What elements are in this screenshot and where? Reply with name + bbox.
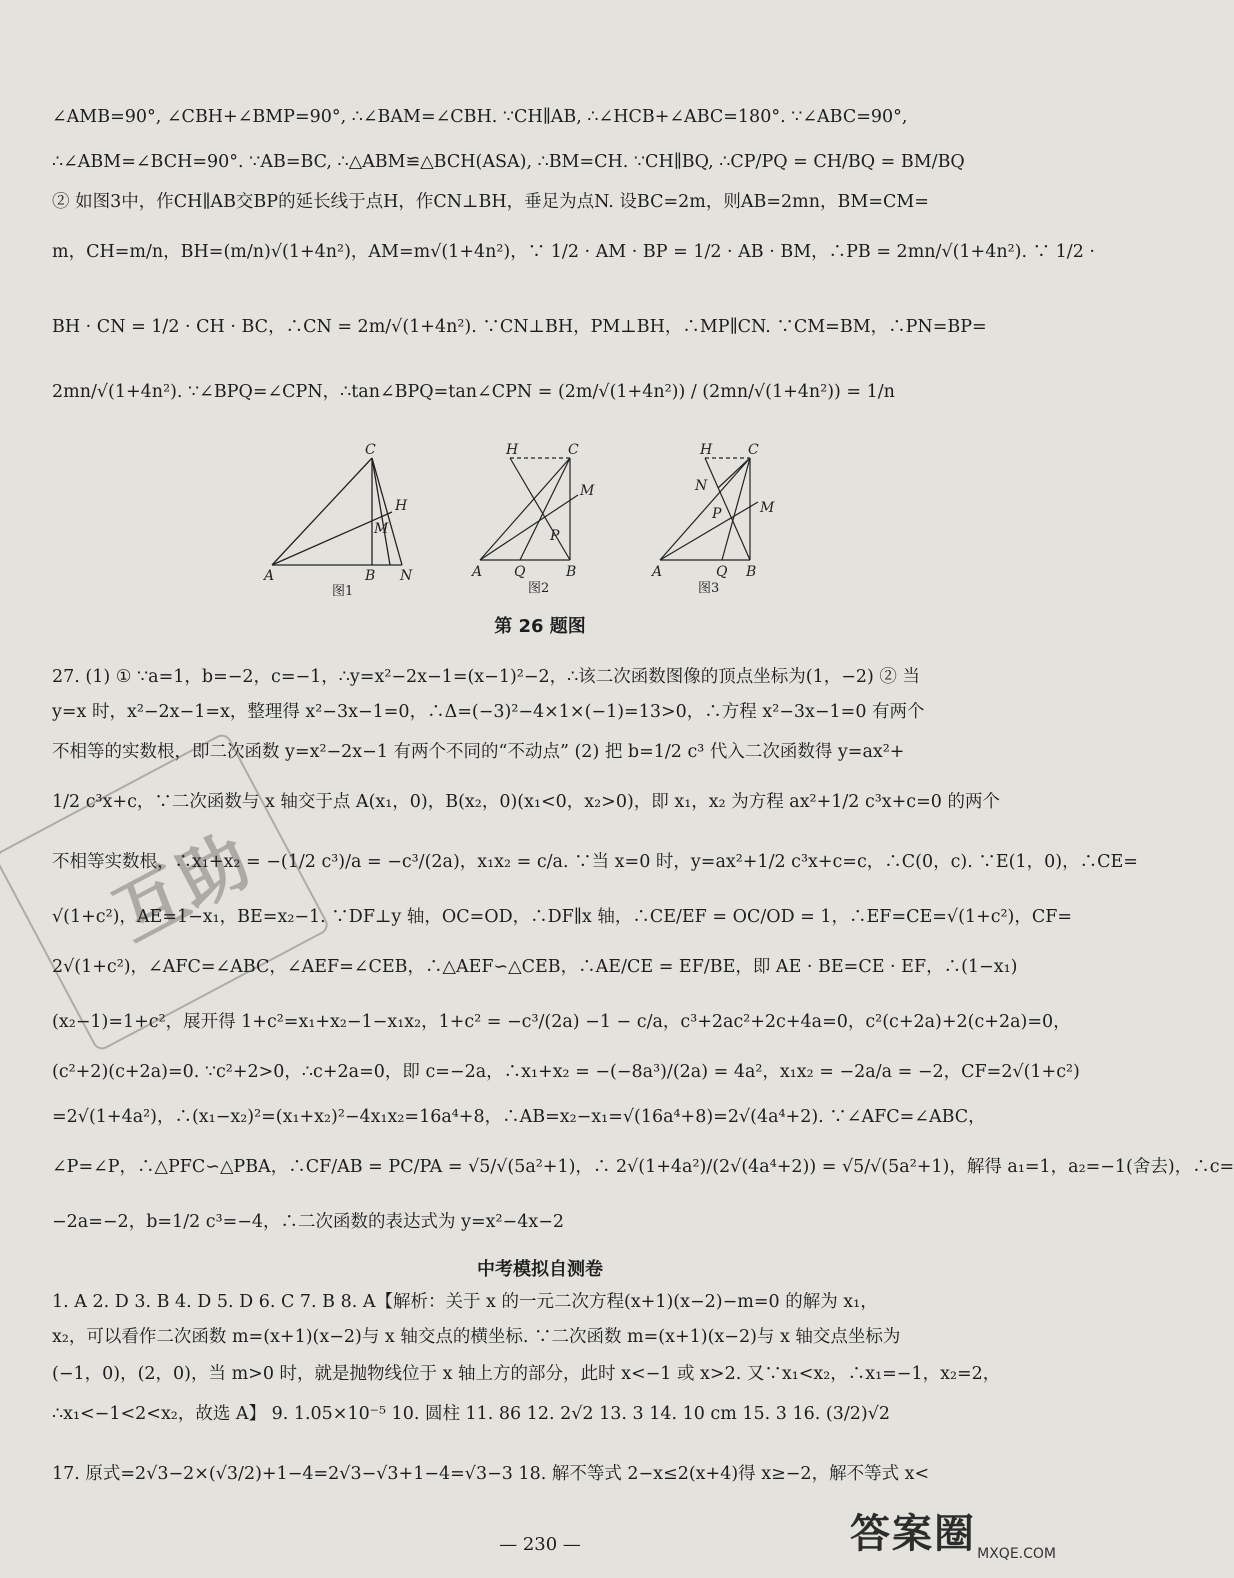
- figure-3: [650, 440, 780, 600]
- label-B: B: [365, 568, 376, 584]
- watermark-url: MXQE.COM: [977, 1546, 1056, 1562]
- label-A: A: [264, 568, 275, 584]
- figure-2: [470, 440, 600, 600]
- figure-title: 第 26 题图: [494, 616, 586, 637]
- label-N: N: [695, 478, 708, 494]
- site-watermark: [850, 1502, 1060, 1562]
- text-line: √(1+c²)，AE=1−x₁，BE=x₂−1. ∵DF⊥y 轴，OC=OD，∴DF∥x 轴，∴CE/EF = OC/OD = 1，∴EF=CE=√(1+c²)，CF=: [52, 907, 1073, 927]
- label-N: N: [400, 568, 413, 584]
- label-B: B: [566, 564, 577, 580]
- text-line: x₂，可以看作二次函数 m=(x+1)(x−2)与 x 轴交点的横坐标. ∵二次函数 m=(x+1)(x−2)与 x 轴交点坐标为: [52, 1327, 901, 1347]
- text-line: −2a=−2，b=1/2 c³=−4，∴二次函数的表达式为 y=x²−4x−2: [52, 1212, 565, 1232]
- label-H: H: [700, 442, 713, 458]
- label-A: A: [472, 564, 483, 580]
- text-line: 不相等的实数根，即二次函数 y=x²−2x−1 有两个不同的“不动点” (2) 把 b=1/2 c³ 代入二次函数得 y=ax²+: [52, 742, 905, 762]
- text-line: BH · CN = 1/2 · CH · BC，∴CN = 2m/√(1+4n²). ∵CN⊥BH，PM⊥BH，∴MP∥CN. ∵CM=BM，∴PN=BP=: [52, 317, 987, 337]
- caption-fig2: 图2: [528, 581, 550, 596]
- page-number: — 230 —: [499, 1534, 581, 1555]
- text-line: 1. A 2. D 3. B 4. D 5. D 6. C 7. B 8. A【解析：关于 x 的一元二次方程(x+1)(x−2)−m=0 的解为 x₁，: [52, 1292, 878, 1312]
- text-line: ∠P=∠P，∴△PFC∽△PBA，∴CF/AB = PC/PA = √5/√(5a²+1)，∴ 2√(1+4a²)/(2√(4a⁴+2)) = √5/√(5a²+1)，解得 a₁=1，a₂=−1(舍去)，∴c=: [52, 1157, 1234, 1177]
- text-line: (x₂−1)=1+c²，展开得 1+c²=x₁+x₂−1−x₁x₂，1+c² = −c³/(2a) −1 − c/a，c³+2ac²+2c+4a=0，c²(c+2a)+2(c+2a)=0，: [52, 1012, 1071, 1032]
- stamp-watermark: [0, 731, 331, 1053]
- text-line: ∴∠ABM=∠BCH=90°. ∵AB=BC, ∴△ABM≌△BCH(ASA), ∴BM=CH. ∵CH∥BQ, ∴CP/PQ = CH/BQ = BM/BQ: [52, 152, 965, 172]
- label-P: P: [712, 506, 722, 522]
- label-M: M: [374, 521, 389, 537]
- text-line: ∠AMB=90°, ∠CBH+∠BMP=90°, ∴∠BAM=∠CBH. ∵CH∥AB, ∴∠HCB+∠ABC=180°. ∵∠ABC=90°,: [52, 107, 908, 127]
- label-B: B: [746, 564, 757, 580]
- label-Q: Q: [514, 564, 526, 580]
- label-A: A: [652, 564, 663, 580]
- stamp-text: 互助: [101, 818, 264, 957]
- label-P: P: [550, 528, 560, 544]
- text-line: 2mn/√(1+4n²). ∵∠BPQ=∠CPN，∴tan∠BPQ=tan∠CPN = (2m/√(1+4n²)) / (2mn/√(1+4n²)) = 1/n: [52, 382, 895, 402]
- label-H: H: [506, 442, 519, 458]
- text-line: 1/2 c³x+c，∵二次函数与 x 轴交于点 A(x₁，0)，B(x₂，0)(x₁<0，x₂>0)，即 x₁，x₂ 为方程 ax²+1/2 c³x+c=0 的两个: [52, 792, 1000, 812]
- figure-1: [262, 440, 432, 600]
- label-C: C: [568, 442, 579, 458]
- label-M: M: [580, 483, 595, 499]
- label-C: C: [365, 442, 376, 458]
- label-H: H: [395, 498, 408, 514]
- section-title: 中考模拟自测卷: [477, 1259, 603, 1280]
- text-line: 17. 原式=2√3−2×(√3/2)+1−4=2√3−√3+1−4=√3−3 18. 解不等式 2−x≤2(x+4)得 x≥−2，解不等式 x<: [52, 1464, 930, 1484]
- watermark-logo-text: 答案圈: [850, 1511, 976, 1557]
- caption-fig3: 图3: [698, 581, 720, 596]
- text-line: ∴x₁<−1<2<x₂，故选 A】 9. 1.05×10⁻⁵ 10. 圆柱 11. 86 12. 2√2 13. 3 14. 10 cm 15. 3 16. (3/2)√2: [52, 1404, 890, 1424]
- text-line: 2√(1+c²)，∠AFC=∠ABC，∠AEF=∠CEB，∴△AEF∽△CEB，∴AE/CE = EF/BE，即 AE · BE=CE · EF，∴(1−x₁): [52, 957, 1018, 977]
- text-line: 不相等实数根，∴x₁+x₂ = −(1/2 c³)/a = −c³/(2a)，x₁x₂ = c/a. ∵当 x=0 时，y=ax²+1/2 c³x+c=c，∴C(0，c). ∵E(1，0)，∴CE=: [52, 852, 1138, 872]
- text-line: =2√(1+4a²)，∴(x₁−x₂)²=(x₁+x₂)²−4x₁x₂=16a⁴+8，∴AB=x₂−x₁=√(16a⁴+8)=2√(4a⁴+2). ∵∠AFC=∠ABC，: [52, 1107, 986, 1127]
- text-line: ② 如图3中，作CH∥AB交BP的延长线于点H，作CN⊥BH，垂足为点N. 设BC=2m，则AB=2mn，BM=CM=: [52, 192, 929, 212]
- text-line: 27. (1) ① ∵a=1，b=−2，c=−1，∴y=x²−2x−1=(x−1)²−2，∴该二次函数图像的顶点坐标为(1，−2) ② 当: [52, 667, 920, 687]
- text-line: m，CH=m/n，BH=(m/n)√(1+4n²)，AM=m√(1+4n²)，∵ 1/2 · AM · BP = 1/2 · AB · BM，∴PB = 2mn/√(1+4n²). ∵ 1/2 ·: [52, 242, 1095, 262]
- label-C: C: [748, 442, 759, 458]
- text-line: (c²+2)(c+2a)=0. ∵c²+2>0，∴c+2a=0，即 c=−2a，∴x₁+x₂ = −(−8a³)/(2a) = 4a²，x₁x₂ = −2a/a = −2，CF=2√(1+c²): [52, 1062, 1080, 1082]
- caption-fig1: 图1: [332, 584, 354, 599]
- text-line: y=x 时，x²−2x−1=x，整理得 x²−3x−1=0，∴Δ=(−3)²−4×1×(−1)=13>0，∴方程 x²−3x−1=0 有两个: [52, 702, 925, 722]
- label-M: M: [760, 500, 775, 516]
- text-line: (−1，0)，(2，0)，当 m>0 时，就是抛物线位于 x 轴上方的部分，此时 x<−1 或 x>2. 又∵x₁<x₂，∴x₁=−1，x₂=2，: [52, 1364, 1001, 1384]
- label-Q: Q: [716, 564, 728, 580]
